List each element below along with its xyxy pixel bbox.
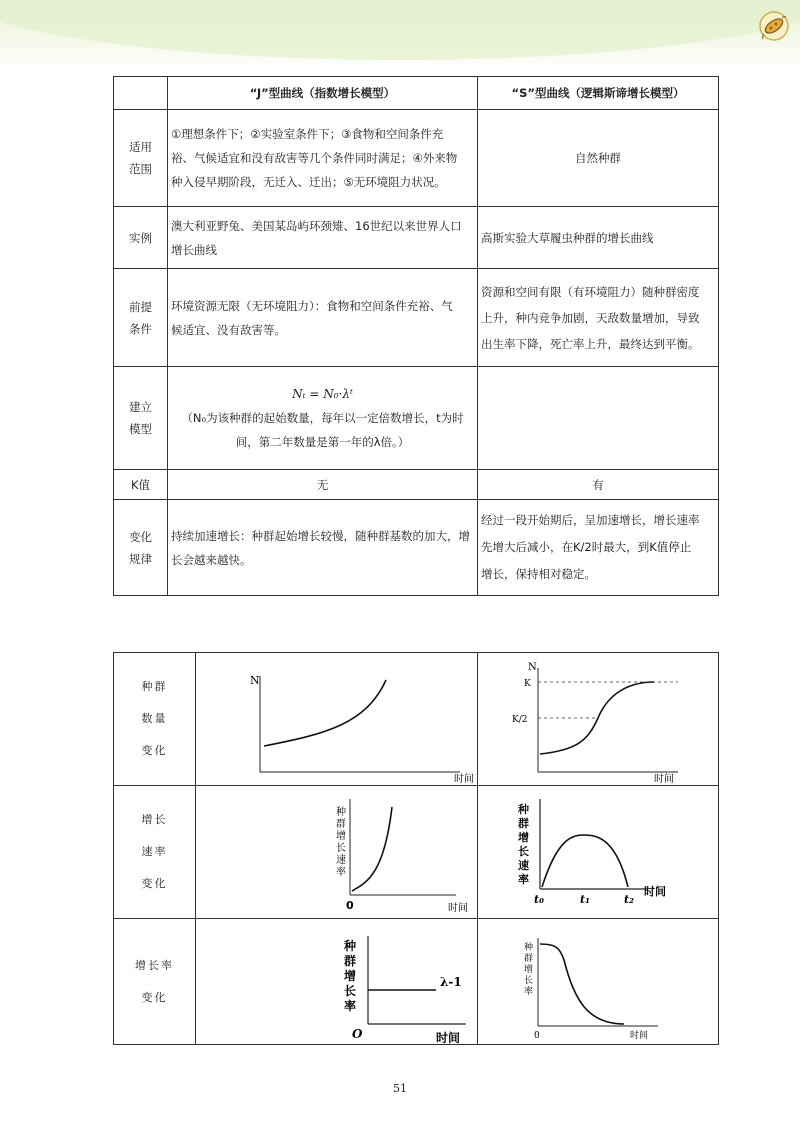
header-arc-decoration [0, 0, 800, 60]
y-label-char: 群 [518, 816, 529, 830]
x-label: 时间 [436, 1030, 461, 1044]
j-curve [264, 680, 386, 746]
label-example: 实例 [114, 207, 168, 269]
row-model [114, 367, 719, 470]
y-label-char: 增 [524, 964, 534, 975]
row-premise [114, 269, 719, 367]
y-label-char: 群 [336, 818, 346, 830]
label-premise: 前提 条件 [114, 269, 168, 367]
row-kvalue [114, 470, 719, 500]
y-label: N [528, 661, 537, 673]
label-scope: 适用 范围 [114, 110, 168, 207]
y-label-char: 率 [344, 998, 357, 1013]
origin-label: O [352, 1026, 363, 1041]
row-rate-graphs [114, 786, 719, 919]
premise-j: 环境资源无限（无环境阻力）：食物和空间条件充裕、气 候适宜、没有敌害等。 [168, 269, 478, 367]
page-number: 51 [393, 1082, 407, 1095]
row-example [114, 207, 719, 269]
bacterium-logo-icon [758, 10, 790, 42]
example-j: 澳大利亚野兔、美国某岛屿环颈雉、16世纪以来世界人口 增长曲线 [168, 207, 478, 269]
y-label-char: 率 [524, 986, 534, 997]
label-population-change: 种群 数量 变化 [114, 653, 196, 786]
t0-label: t₀ [534, 892, 544, 906]
y-label-char: 增 [344, 968, 357, 983]
t2-label: t₂ [624, 892, 634, 906]
origin-label: 0 [534, 1030, 540, 1041]
label-growth-rate-change: 增长率 变化 [114, 919, 196, 1045]
y-label-char: 长 [336, 842, 346, 854]
example-s: 高斯实验大草履虫种群的增长曲线 [478, 207, 719, 269]
graph-j-population [196, 653, 478, 786]
x-label: 时间 [630, 1030, 649, 1041]
graph-s-rate [478, 786, 719, 919]
header-band [0, 0, 800, 70]
y-label-char: 群 [344, 953, 357, 968]
y-label-char: 种 [336, 806, 346, 818]
label-model: 建立 模型 [114, 367, 168, 470]
x-label: 时间 [644, 884, 666, 898]
graph-table [113, 652, 719, 1045]
growth-formula: Nₜ = N₀·λᵗ [292, 387, 353, 401]
decreasing-rate-curve [540, 944, 624, 1024]
row-population-graphs [114, 653, 719, 786]
y-label-char: 速 [518, 858, 529, 872]
kvalue-s: 有 [478, 470, 719, 500]
graph-j-rate [196, 786, 478, 919]
premise-s: 资源和空间有限（有环境阻力）随种群密度 上升，种内竞争加剧，天敌数量增加，导致 出生率下降，死亡率上升，最终达到平衡。 [478, 269, 719, 367]
y-label-char: 长 [344, 983, 357, 998]
row-pattern [114, 500, 719, 596]
kvalue-j: 无 [168, 470, 478, 500]
graph-s-growth-rate [478, 919, 719, 1045]
model-j: Nₜ = N₀·λᵗ （N₀为该种群的起始数量，每年以一定倍数增长，t为时 间，第二年数量是第一年的λ倍。） [168, 367, 478, 470]
k-half-label: K/2 [512, 714, 528, 725]
y-label: N [250, 673, 260, 687]
x-label: 时间 [654, 773, 674, 785]
graph-j-growth-rate [196, 919, 478, 1045]
y-label-char: 长 [518, 844, 529, 858]
y-label-char: 种 [344, 938, 357, 953]
k-label: K [524, 678, 531, 689]
y-label-char: 增 [336, 830, 346, 842]
y-label-char: 率 [518, 872, 529, 886]
pattern-s: 经过一段开始期后，呈加速增长，增长速率 先增大后减小，在K/2时最大，到K值停止 增长，保持相对稳定。 [478, 500, 719, 596]
label-rate-change: 增长 速率 变化 [114, 786, 196, 919]
x-label: 时间 [448, 902, 468, 914]
header-j-curve: “J”型曲线（指数增长模型） [168, 77, 478, 110]
header-s-curve: “S”型曲线（逻辑斯谛增长模型） [478, 77, 719, 110]
label-pattern: 变化 规律 [114, 500, 168, 596]
table-header-row [114, 77, 719, 110]
y-label-char: 速 [336, 854, 346, 866]
origin-label: 0 [346, 898, 354, 912]
row-growth-rate-graphs [114, 919, 719, 1045]
y-label-char: 种 [518, 802, 529, 816]
graph-s-population [478, 653, 719, 786]
s-rate-curve [542, 835, 628, 887]
t1-label: t₁ [580, 892, 590, 906]
model-s [478, 367, 719, 470]
y-label-char: 种 [524, 942, 534, 953]
y-label-char: 率 [336, 866, 346, 878]
y-label-char: 长 [524, 975, 534, 986]
pattern-j: 持续加速增长：种群起始增长较慢，随种群基数的加大，增长会越来越快。 [168, 500, 478, 596]
scope-j: ①理想条件下；②实验室条件下；③食物和空间条件充 裕、气候适宜和没有敌害等几个条件同时满足；④外来物 种入侵早期阶段，无迁入、迁出；⑤无环境阻力状况。 [168, 110, 478, 207]
header-blank [114, 77, 168, 110]
y-label-char: 增 [518, 830, 529, 844]
comparison-table [113, 76, 719, 596]
row-scope [114, 110, 719, 207]
lambda-label: λ-1 [440, 974, 462, 989]
y-label-char: 群 [524, 953, 534, 964]
scope-s: 自然种群 [478, 110, 719, 207]
x-label: 时间 [454, 773, 474, 785]
j-rate-curve [352, 807, 392, 891]
label-kvalue: K值 [114, 470, 168, 500]
